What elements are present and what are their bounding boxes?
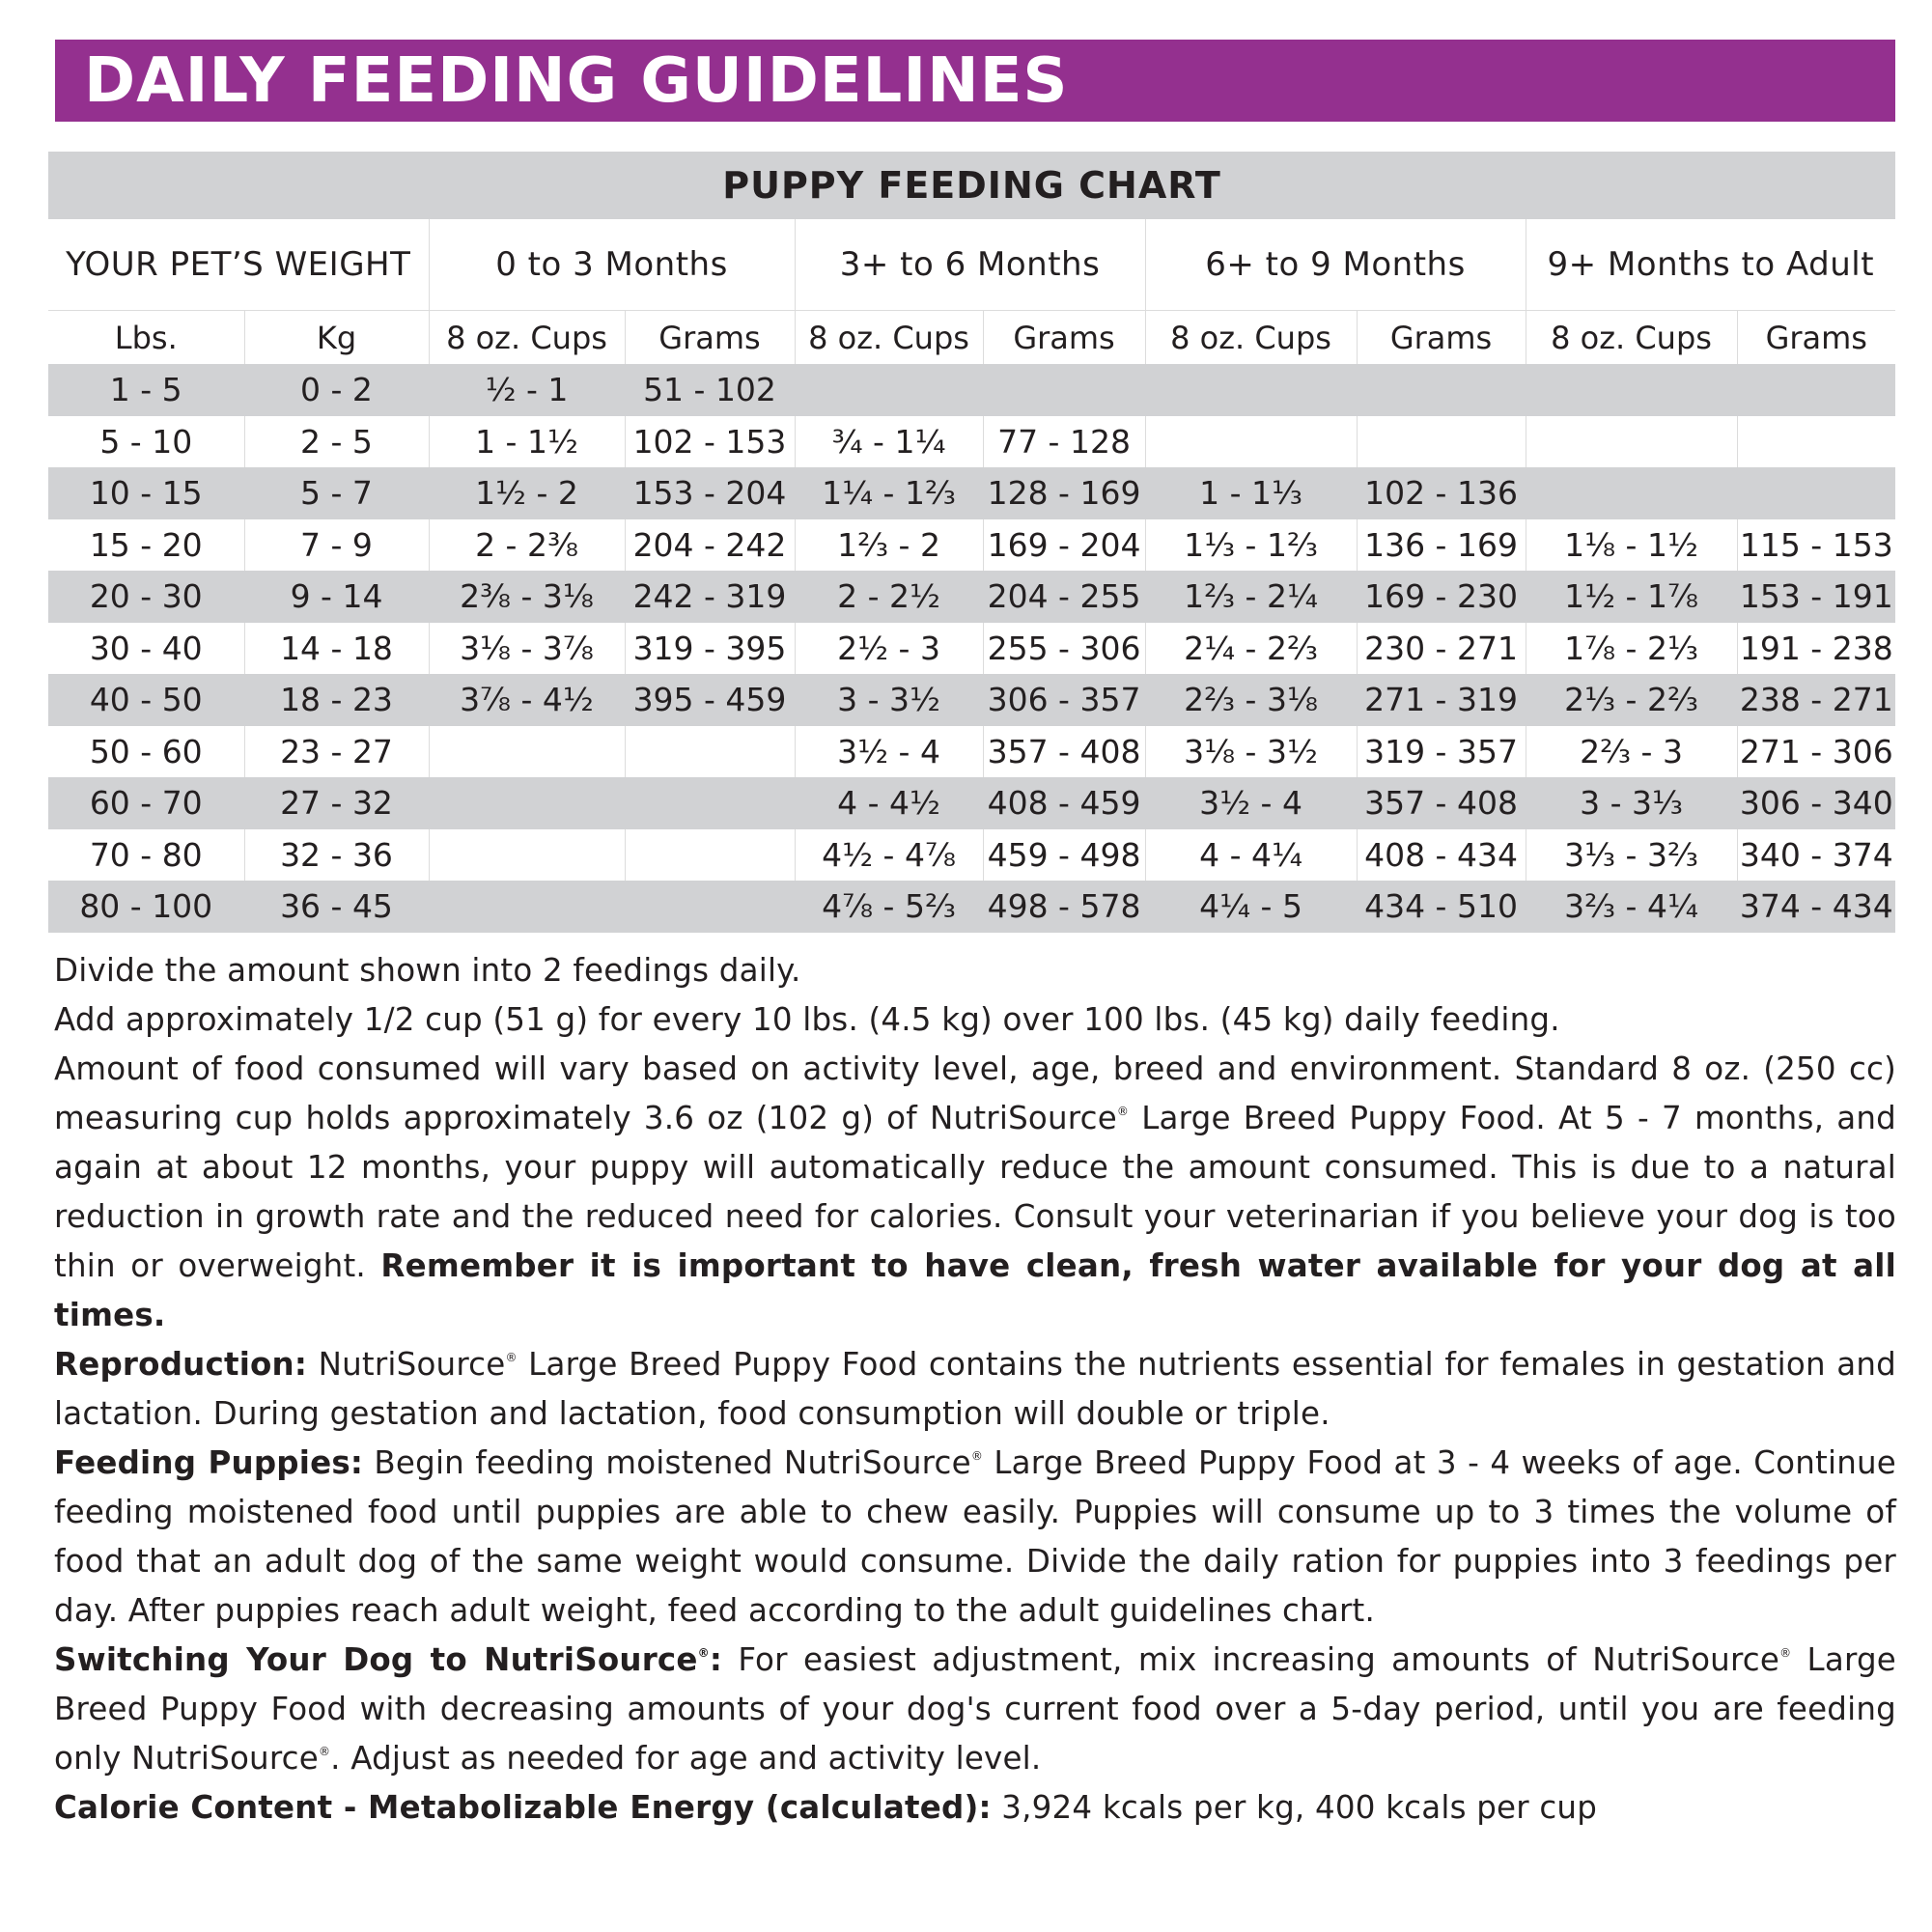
table-cell: [429, 726, 625, 778]
table-cell: 153 - 204: [625, 467, 795, 519]
table-cell: 357 - 408: [1357, 777, 1526, 829]
unit-header: Grams: [1737, 311, 1895, 365]
table-cell: 1⅔ - 2: [795, 519, 983, 572]
unit-header-row: [48, 311, 1895, 365]
table-cell: 408 - 459: [983, 777, 1145, 829]
table-cell: 230 - 271: [1357, 623, 1526, 675]
unit-header: 8 oz. Cups: [1526, 311, 1737, 365]
table-row: [48, 623, 1895, 675]
table-cell: 14 - 18: [244, 623, 429, 675]
table-cell: 2¼ - 2⅔: [1145, 623, 1357, 675]
table-cell: 2 - 2⅜: [429, 519, 625, 572]
table-cell: 459 - 498: [983, 829, 1145, 882]
table-cell: 5 - 7: [244, 467, 429, 519]
table-cell: 5 - 10: [99, 422, 193, 461]
table-cell: 70 - 80: [89, 835, 203, 874]
table-row: [48, 519, 1895, 572]
table-cell: 115 - 153: [1737, 519, 1895, 572]
table-cell: [1357, 364, 1526, 416]
table-cell: 23 - 27: [244, 726, 429, 778]
table-cell: 3⅓ - 3⅔: [1526, 829, 1737, 882]
table-cell: 204 - 242: [625, 519, 795, 572]
unit-header: 8 oz. Cups: [795, 311, 983, 365]
table-cell: 9 - 14: [244, 571, 429, 623]
table-cell: 77 - 128: [983, 416, 1145, 468]
table-cell: 408 - 434: [1357, 829, 1526, 882]
table-cell: 18 - 23: [244, 674, 429, 726]
table-row: [48, 829, 1895, 882]
table-cell: 4 - 4¼: [1145, 829, 1357, 882]
table-cell: 1 - 1⅓: [1145, 467, 1357, 519]
table-cell: [1526, 364, 1737, 416]
note-amount: Amount of food consumed will vary based on activity level, age, breed and environment. Standard 8 oz. (250 cc) measuring cup holds approximately 3.6 oz (102 g) of NutriSource® Large Breed Puppy Food. At 5 - 7 months, and again at about 12 months, your puppy will automatically reduce the amount consumed. This is due to a natural reduction in growth rate and the reduced need for calories. Consult your veterinarian if you believe your dog is too thin or overweight. Remember it is important to have clean, fresh water available for your dog at all times.: [54, 1050, 1896, 1333]
table-cell: [983, 364, 1145, 416]
table-cell: 1 - 5: [48, 364, 244, 416]
table-cell: 169 - 230: [1357, 571, 1526, 623]
table-cell: 102 - 153: [625, 416, 795, 468]
table-cell: 4¼ - 5: [1145, 881, 1357, 933]
unit-header: 8 oz. Cups: [429, 311, 625, 365]
table-cell: [1737, 364, 1895, 416]
table-cell: 271 - 306: [1737, 726, 1895, 778]
age-header-weight: YOUR PET’S WEIGHT: [48, 219, 429, 311]
table-cell: 2½ - 3: [795, 623, 983, 675]
table-cell: [429, 777, 625, 829]
table-cell: 319 - 357: [1357, 726, 1526, 778]
table-cell: [1145, 364, 1357, 416]
table-cell: [1737, 467, 1895, 519]
table-cell: 1½ - 2: [429, 467, 625, 519]
table-cell: 15 - 20: [89, 525, 203, 564]
table-cell: 319 - 395: [625, 623, 795, 675]
table-cell: 2⅔ - 3: [1526, 726, 1737, 778]
table-cell: 32 - 36: [244, 829, 429, 882]
table-cell: [795, 364, 983, 416]
table-cell: 1⅛ - 1½: [1526, 519, 1737, 572]
age-header-row: [48, 219, 1895, 311]
table-cell: 1½ - 1⅞: [1526, 571, 1737, 623]
note-feeding-puppies: Feeding Puppies: Begin feeding moistened NutriSource® Large Breed Puppy Food at 3 - 4 weeks of age. Continue feeding moistened food until puppies are able to chew easily. Puppies will consume up to 3 times the volume of food that an adult dog of the same weight would consume. Divide the daily ration for puppies into 3 feedings per day. After puppies reach adult weight, feed according to the adult guidelines chart.: [54, 1444, 1896, 1629]
note-calorie-content: Calorie Content - Metabolizable Energy (calculated): 3,924 kcals per kg, 400 kcals per cup: [54, 1789, 1598, 1826]
table-cell: 2⅜ - 3⅛: [429, 571, 625, 623]
table-cell: 30 - 40: [89, 629, 203, 667]
table-cell: 51 - 102: [625, 364, 795, 416]
table-cell: 10 - 15: [48, 467, 244, 519]
table-cell: 395 - 459: [625, 674, 795, 726]
table-cell: 128 - 169: [983, 467, 1145, 519]
table-row: [48, 777, 1895, 829]
table-row: [48, 674, 1895, 726]
table-cell: 2 - 5: [244, 416, 429, 468]
table-cell: ¾ - 1¼: [795, 416, 983, 468]
table-cell: 40 - 50: [48, 674, 244, 726]
table-row: [48, 364, 1895, 416]
table-cell: [1145, 416, 1357, 468]
table-cell: 0 - 2: [244, 364, 429, 416]
table-cell: [625, 829, 795, 882]
age-header-0-3: 0 to 3 Months: [429, 219, 795, 311]
unit-header: Grams: [1357, 311, 1526, 365]
table-cell: 1¼ - 1⅔: [795, 467, 983, 519]
table-cell: 3 - 3⅓: [1526, 777, 1737, 829]
unit-header: Grams: [625, 311, 795, 365]
table-cell: 3½ - 4: [1145, 777, 1357, 829]
table-cell: 3½ - 4: [795, 726, 983, 778]
table-cell: 136 - 169: [1357, 519, 1526, 572]
table-cell: 1 - 1½: [429, 416, 625, 468]
table-cell: 27 - 32: [244, 777, 429, 829]
table-cell: 1⅔ - 2¼: [1145, 571, 1357, 623]
table-cell: 80 - 100: [48, 881, 244, 933]
table-cell: 36 - 45: [244, 881, 429, 933]
water-reminder: Remember it is important to have clean, fresh water available for your dog at all times.: [54, 1247, 1896, 1333]
table-cell: 20 - 30: [48, 571, 244, 623]
feeding-notes: [54, 946, 1896, 1833]
table-cell: 2⅓ - 2⅔: [1526, 674, 1737, 726]
table-cell: [429, 829, 625, 882]
unit-header: Lbs.: [114, 319, 178, 356]
table-cell: ½ - 1: [429, 364, 625, 416]
page-title: DAILY FEEDING GUIDELINES: [84, 45, 1069, 117]
table-cell: 169 - 204: [983, 519, 1145, 572]
table-cell: 340 - 374: [1737, 829, 1895, 882]
table-cell: 2 - 2½: [795, 571, 983, 623]
table-row: [48, 467, 1895, 519]
table-cell: 3⅛ - 3½: [1145, 726, 1357, 778]
table-cell: 4½ - 4⅞: [795, 829, 983, 882]
table-cell: 374 - 434: [1737, 881, 1895, 933]
table-cell: [625, 777, 795, 829]
table-cell: 50 - 60: [89, 732, 203, 770]
table-cell: [625, 726, 795, 778]
table-row: [48, 726, 1895, 778]
note-add: Add approximately 1/2 cup (51 g) for every 10 lbs. (4.5 kg) over 100 lbs. (45 kg) daily feeding.: [54, 1001, 1560, 1038]
note-divide: Divide the amount shown into 2 feedings daily.: [54, 952, 801, 989]
table-cell: 242 - 319: [625, 571, 795, 623]
table-cell: 3⅔ - 4¼: [1526, 881, 1737, 933]
table-cell: 3⅞ - 4½: [429, 674, 625, 726]
table-row: [48, 881, 1895, 933]
table-cell: 498 - 578: [983, 881, 1145, 933]
table-cell: [1526, 467, 1737, 519]
table-cell: 153 - 191: [1737, 571, 1895, 623]
unit-header: Grams: [983, 311, 1145, 365]
table-cell: [625, 881, 795, 933]
table-cell: 271 - 319: [1357, 674, 1526, 726]
table-cell: 1⅓ - 1⅔: [1145, 519, 1357, 572]
table-cell: [1526, 416, 1737, 468]
note-switching: Switching Your Dog to NutriSource®: For easiest adjustment, mix increasing amounts of NutriSource® Large Breed Puppy Food with decreasing amounts of your dog's current food over a 5-day period, until you are feeding only NutriSource®. Adjust as needed for age and activity level.: [54, 1641, 1896, 1777]
unit-header: Kg: [244, 311, 429, 365]
table-cell: 238 - 271: [1737, 674, 1895, 726]
feeding-table: [48, 219, 1895, 933]
table-cell: 1⅞ - 2⅓: [1526, 623, 1737, 675]
table-cell: 102 - 136: [1357, 467, 1526, 519]
table-cell: 191 - 238: [1737, 623, 1895, 675]
age-header-6-9: 6+ to 9 Months: [1145, 219, 1526, 311]
age-header-9-adult: 9+ Months to Adult: [1526, 219, 1895, 311]
chart-title: PUPPY FEEDING CHART: [48, 152, 1895, 219]
table-row: [48, 416, 1895, 468]
table-cell: 255 - 306: [983, 623, 1145, 675]
title-banner: [55, 40, 1895, 122]
table-cell: 2⅔ - 3⅛: [1145, 674, 1357, 726]
table-cell: 3 - 3½: [795, 674, 983, 726]
table-cell: 7 - 9: [244, 519, 429, 572]
table-cell: 60 - 70: [48, 777, 244, 829]
table-cell: [1357, 416, 1526, 468]
table-cell: 4 - 4½: [795, 777, 983, 829]
table-cell: 4⅞ - 5⅔: [795, 881, 983, 933]
puppy-feeding-chart: [48, 152, 1895, 933]
table-cell: 434 - 510: [1357, 881, 1526, 933]
table-cell: 306 - 357: [983, 674, 1145, 726]
table-cell: [429, 881, 625, 933]
unit-header: 8 oz. Cups: [1145, 311, 1357, 365]
table-cell: 3⅛ - 3⅞: [429, 623, 625, 675]
note-reproduction: Reproduction: NutriSource® Large Breed Puppy Food contains the nutrients essential for females in gestation and lactation. During gestation and lactation, food consumption will double or triple.: [54, 1346, 1896, 1432]
table-cell: [1737, 416, 1895, 468]
table-row: [48, 571, 1895, 623]
age-header-3-6: 3+ to 6 Months: [795, 219, 1145, 311]
table-cell: 204 - 255: [983, 571, 1145, 623]
table-cell: 306 - 340: [1737, 777, 1895, 829]
table-cell: 357 - 408: [983, 726, 1145, 778]
